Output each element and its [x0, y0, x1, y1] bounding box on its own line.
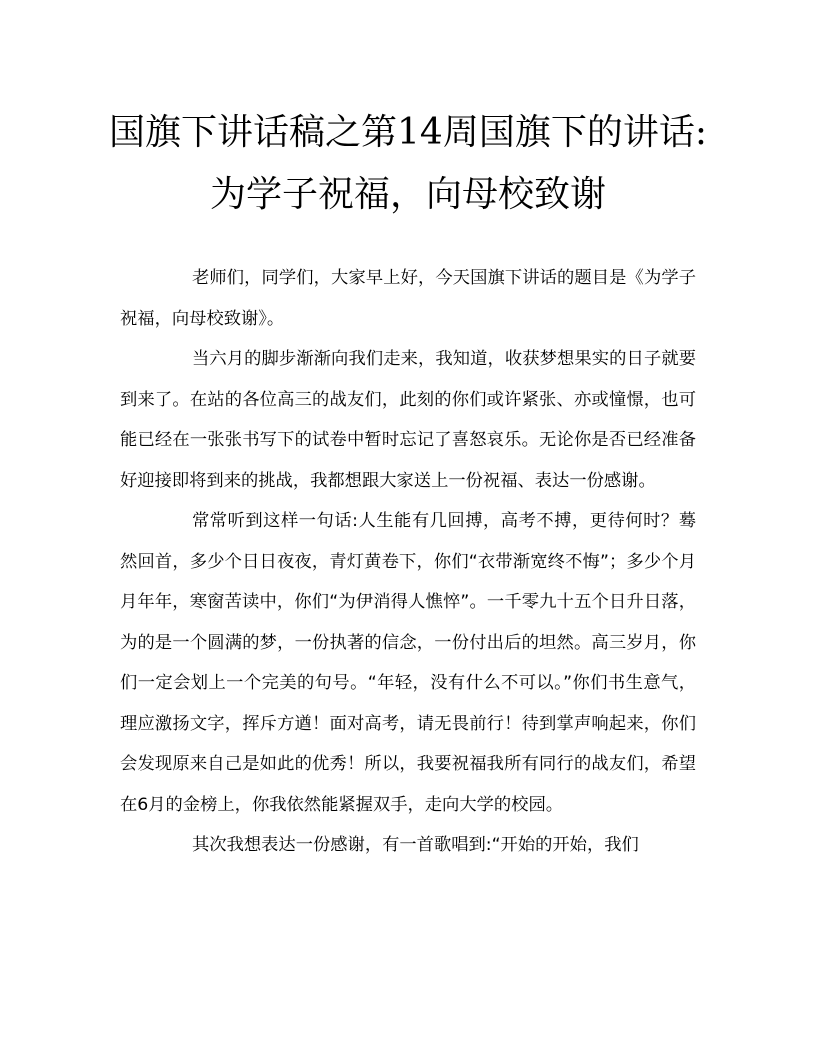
paragraph-thanks: 其次我想表达一份感谢，有一首歌唱到:“开始的开始，我们 [192, 835, 639, 855]
document-title-line-1: 国旗下讲话稿之第14周国旗下的讲话: [109, 112, 707, 153]
paragraph-june: 当六月的脚步渐渐向我们走来，我知道，收获梦想果实的日子就要到来了。在站的各位高三的战友们，此刻的你们或许紧张、亦或憧憬，也可能已经在一张张书写下的试卷中暂时忘记了喜怒哀乐。无论你是否已经准备好迎接即将到来的挑战，我都想跟大家送上一份祝福、表达一份感谢。 [120, 349, 696, 491]
document-body [120, 258, 696, 866]
paragraph-blessing: 常常听到这样一句话:人生能有几回搏，高考不搏，更待何时？蓦然回首，多少个日日夜夜，青灯黄卷下，你们“衣带渐宽终不悔”；多少个月月年年，寒窗苦读中，你们“为伊消得人憔悴”。一千零九十五个日升日落，为的是一个圆满的梦，一份执著的信念，一份付出后的坦然。高三岁月，你们一定会划上一个完美的句号。“年轻，没有什么不可以。”你们书生意气，理应激扬文字，挥斥方遒！面对高考，请无畏前行！待到掌声响起来，你们会发现原来自己是如此的优秀！所以，我要祝福我所有同行的战友们，希望在6月的金榜上，你我依然能紧握双手，走向大学的校园。 [120, 511, 696, 815]
paragraph-greeting: 老师们，同学们，大家早上好，今天国旗下讲话的题目是《为学子祝福，向母校致谢》。 [120, 268, 696, 329]
document-title-line-2: 为学子祝福，向母校致谢 [209, 174, 606, 215]
